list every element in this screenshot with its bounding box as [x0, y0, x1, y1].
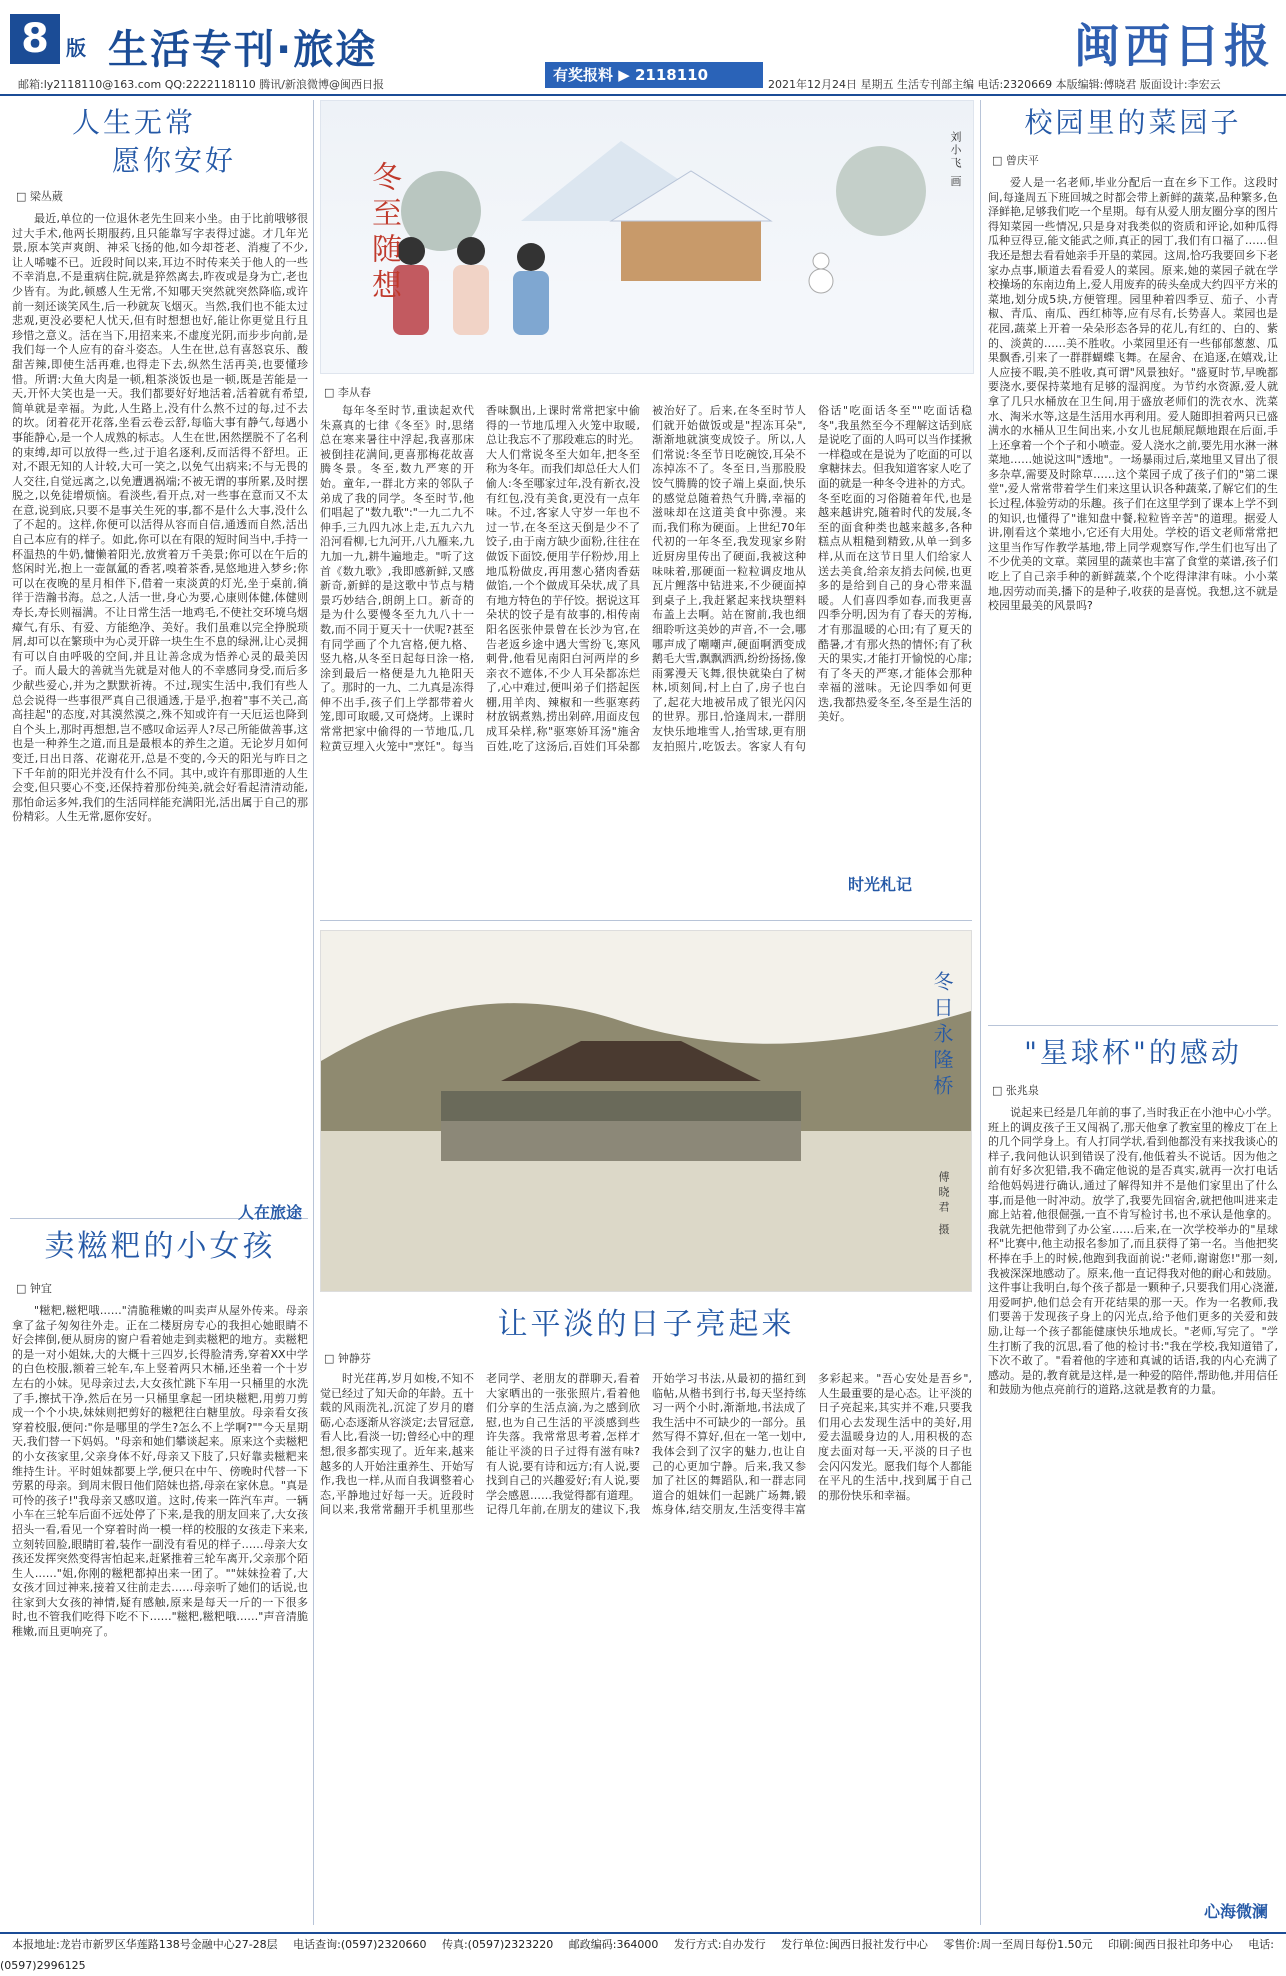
column-tag: 时光札记: [847, 875, 912, 894]
page-number: 8: [10, 14, 60, 64]
article-body: [12, 212, 308, 1202]
column-tag: 心海微澜: [1203, 1902, 1268, 1921]
article-body: [988, 1106, 1278, 1926]
article-title: "星球杯"的感动: [1024, 1036, 1242, 1069]
byline: □ 张兆泉: [992, 1084, 1039, 1097]
article-title: 校园里的菜园子: [1024, 106, 1242, 139]
column-divider: [980, 100, 981, 1925]
body-text: 时光荏苒,岁月如梭,不知不觉已经过了知天命的年龄。五十载的风雨洗礼,沉淀了岁月的磨砺,心态逐渐从容淡定;去冒冠意,看人比,看淡一切;曾经心中的理想,很多都实现了。近年来,越来越多的人开始注重养生、开始写作,我也一样,从而自我调整着心态,平静地过好每一天。近段时间以来,我常常翻开手机里那些老同学、老朋友的群聊天,看着大家晒出的一张张照片,看着他们分享的生活点滴,为之感到欣慰,也为自己生活的平淡感到些许失落。我常常思考着,怎样才能让平淡的日子过得有滋有味?有人说,要有诗和远方;有人说,要找到自己的兴趣爱好;有人说,要学会感恩……我觉得都有道理。记得几年前,在朋友的建议下,我开始学习书法,从最初的描红到临帖,从楷书到行书,每天坚持练习一两个小时,渐渐地,书法成了我生活中不可缺少的一部分。虽然写得不算好,但在一笔一划中,我体会到了汉字的魅力,也让自己的心更加宁静。后来,我又参加了社区的舞蹈队,和一群志同道合的姐妹们一起跳广场舞,锻炼身体,结交朋友,生活变得丰富多彩起来。"吾心安处是吾乡",人生最重要的是心态。让平淡的日子亮起来,其实并不难,只要我们用心去发现生活中的美好,用爱去温暖身边的人,用积极的态度去面对每一天,平淡的日子也会闪闪发光。愿我们每个人都能在平凡的生活中,找到属于自己的那份快乐和幸福。: [320, 1372, 972, 1517]
winter-illustration: [320, 100, 974, 374]
byline: □ 梁丛葳: [16, 190, 63, 203]
footer-fax: 传真:(0597)2323220: [441, 1938, 554, 1951]
snow-scene-illustration: [321, 101, 973, 373]
contact-info: 邮箱:ly2118110@163.com QQ:2222118110 腾讯/新浪微博@闽西日报: [18, 78, 384, 91]
body-text: 爱人是一名老师,毕业分配后一直在乡下工作。这段时间,每逢周五下班回城之时都会带上新鲜的蔬菜,品种繁多,色泽鲜艳,足够我们吃一个星期。每有从爱人朋友圈分享的图片得知菜园一些情况,只是身对我类似的资质和评论,如种瓜得瓜种豆得豆,能文能武之师,真正的园丁,我们有口福了……但我还是想去看看她亲手开垦的菜园。这周,恰巧我要回乡下老家办点事,顺道去看看爱人的菜园。原来,她的菜园子就在学校操场的东南边角上,爱人用废弃的砖头垒成大约四平方米的菜地,划分成5块,方便管理。园里种着四季豆、茄子、小青椒、青瓜、南瓜、西红柿等,应有尽有,长势喜人。菜园也是花园,蔬菜上开着一朵朵形态各异的花儿,有红的、白的、紫的、淡黄的……美不胜收。小菜园里还有一些郁郁葱葱、瓜果飘香,引来了一群群蝴蝶飞舞。在屋舍、在追逐,在嬉戏,让人应接不暇,美不胜收,真可谓"风景独好。"盛夏时节,早晚都要浇水,要保持菜地有足够的湿润度。为节约水资源,爱人就拿了几只水桶放在卫生间,用于盛放老师们的洗衣水、洗菜水、淘米水等,这是生活用水再利用。爱人随即担着两只已盛满水的水桶从卫生间出来,小女儿也屁颠屁颠地跟在后面,手上还拿着一个个子和小喷壶。爱人浇水之前,要先用水淋一淋菜地……她说这叫"透地"。一场暴雨过后,菜地里又冒出了很多杂草,需要及时除草……这个菜园子成了孩子们的"第二课堂",爱人常常带着学生们来这里认识各种蔬菜,了解它们的生长过程,体验劳动的乐趣。孩子们在这里学到了课本上学不到的知识,也懂得了"谁知盘中餐,粒粒皆辛苦"的道理。据爱人讲,刚看这个菜地小,它还有大用处。学校的语文老师常常把这里当作写作教学基地,带上同学观察写作,学生们也写出了不少优美的文章。菜园里的蔬菜也丰富了食堂的菜谱,孩子们吃上了自己亲手种的新鲜蔬菜,个个吃得津津有味。小小菜地,因劳动而美,播下的是种子,收获的是喜悦。我想,这不就是校园里最美的风景吗?: [988, 176, 1278, 613]
footer-price: 零售价:周一至周日每份1.50元: [943, 1938, 1093, 1951]
article-title: 卖糍粑的小女孩: [44, 1229, 276, 1264]
article-body: [988, 176, 1278, 1026]
article-winter-solstice: [320, 380, 972, 914]
article-title: 人生无常: [72, 106, 197, 139]
section-divider: [320, 920, 972, 921]
article-garden: [988, 104, 1278, 1026]
photo-title: 冬日永隆桥: [930, 971, 954, 1101]
byline: □ 钟宜: [16, 1282, 52, 1295]
column-divider: [313, 100, 314, 1925]
footer-address: 本报地址:龙岩市新罗区华莲路138号金融中心27-28层: [12, 1938, 278, 1951]
section-title: 生活专刊·旅途: [108, 27, 378, 73]
girls: [393, 237, 549, 335]
article-life: [12, 104, 308, 1222]
body-text: 说起来已经是几年前的事了,当时我正在小池中心小学。班上的调皮孩子王又闯祸了,那天他拿了教室里的橡皮丁在上的几个同学身上。有人打同学状,看到他都没有来找我谈心的样子,我问他认识到错误了没有,他低着头不说话。因为他之前有好多次犯错,我不确定他说的是否真实,就再一次打电话给他妈妈进行确认,通过了解得知并不是他们家里出了什么事,而是他一时冲动。放学了,我要先回宿舍,就把他叫进来走廊上站着,他很倔强,一直不肯写检讨书,也不承认是他拿的。我就先把他带到了办公室……后来,在一次学校举办的"星球杯"比赛中,他主动报名参加了,而且获得了第一名。当他把奖杯捧在手上的时候,他跑到我面前说:"老师,谢谢您!"那一刻,我被深深地感动了。原来,他一直记得我对他的耐心和鼓励。这件事让我明白,每个孩子都是一颗种子,只要我们用心浇灌,用爱呵护,他们总会有开花结果的那一天。作为一名教师,我们要善于发现孩子身上的闪光点,给予他们更多的关爱和鼓励,让每一个孩子都能健康快乐地成长。"老师,写完了。"学生打断了我的沉思,看了他的检讨书:"我在学校,我知道错了,下次不敢了。"看着他的字迹和真诚的话语,我的内心充满了感动。是的,教育就是这样,是一种爱的陪伴,帮助他,并用信任和鼓励为他点亮前行的道路,这就是教育的力量。: [988, 1106, 1278, 1397]
news-hotline: 有奖报料 ▶ 2118110: [545, 62, 763, 88]
body-text: 最近,单位的一位退休老先生回来小坐。由于比前哦够很过大手术,他两长期服药,且只能靠写字表得过滤。才几年光景,原本笑声爽朗、神采飞扬的他,如今却苍老、消瘦了不少,让人唏嘘不已。近段时间以来,耳边不时传来关于他人的一些不幸消息,不是重病住院,就是猝然离去,昨夜或是身为亡,老也少皆有。为此,顿感人生无常,不知哪天突然就突然降临,或许前一刻还谈笑风生,后一秒就灰飞烟灭。当然,我们也不能太过悲观,更没必要杞人忧天,但有时想想也好,能让你更觉且行且珍惜之意义。活在当下,用招来来,不虚度光阴,而步步向前,是我们每一个人应有的奋斗姿态。人生在世,总有喜怒哀乐、酸甜苦辣,即使生活再难,也得走下去,纵然生活再美,也要懂珍惜。所谓:大鱼大肉是一顿,粗茶淡饭也是一顿,既是苦能是一天,开怀大笑也是一天。我们都要好好地活着,活着就有希望,简单就是幸福。为此,人生路上,没有什么熬不过的每,过不去的坎。闭着花开花落,坐看云卷云舒,每临大事有静气,每遇小事能静心,是一个人成熟的标志。人生在世,困然摆脱不了名利的束缚,却可以放得一些,过于追名逐利,反而活得不舒坦。正对,不跟无知的人计较,大可一笑之,以免气出病来;不与无畏的人交往,自觉远离之,以免遭遇祸端;不被无谓的事所累,及时摆脱之,以免徒增烦恼。看淡些,看开点,对一些事在意而又不太在意,说到底,只要不是事关生死的事,都不是什么大事,没什么了不起的。这样,你便可以活得从容而自信,通透而自然,活出自己本应有的样子。如此,你可以在有限的短时间当中,手持一杯温热的牛奶,慵懒着阳光,放赏着万千美景;你可以在午后的悠闲时光,抱上一壶氤氲的香茗,嗅着茶香,晃悠地进入梦乡;你可以在夜晚的星月相伴下,借着一束淡黄的灯光,坐于桌前,徜徉于浩瀚书海。总之,人活一世,身心为要,心康则体健,体健则寿长,寿长则福满。不让日常生活一地鸡毛,不使社交环境乌烟瘴气,有乐、有爱、方能绝净、美好。我们虽难以完全挣脱琐屑,却可以在繁琐中为心灵开辟一块生生不息的绿洲,让心灵拥有可以自由呼吸的空间,并且让善念成为悟养心灵的最美因子。而人最大的善就当先就是对他人的不幸感同身受,而后多少献些爱心,并为之默默祈祷。不过,现实生活中,我们有些人总会说得一些事很严真自己很通透,于是乎,抱着"事不关己,高高挂起"的态度,对其漠然漠之,殊不知或许有一天厄运也降到自个头上,那时再想想,岂不感叹命运弄人?尽己所能做善事,这也是一种养生之道,而且是最根本的养生之道。无论岁月如何变迁,日出日落、花谢花开,总是不变的,今天的阳光与昨日之下千年前的阳光并没有什么不同。其中,或许有那即逝的人生会变,但只要心不变,还保持着那份纯美,就会好看起清清动能,那怕命运多舛,我们的生活同样能充满阳光,活出属于自己的那份精彩。人生无常,愿你安好。: [12, 212, 308, 824]
body-text: 每年冬至时节,重读起欢代朱熹真的七律《冬至》时,思绪总在寒来暑往中浮起,我喜那床被倒挂花满间,更喜那梅花故喜腾冬景。冬至,数九严寒的开始。童年,一群北方来的邻队子弟成了我的同学。冬至时节,他们唱起了"数九歌":"一九二九不伸手,三九四九冰上走,五九六九沿河看柳,七九河开,八九雁来,九九加一九,耕牛遍地走。"听了这首《数九歌》,我即感新鲜,又感新奇,新鲜的是这歌中节点与精景巧妙结合,朗朗上口。新奇的是为什么要慢冬至九九八十一数,而不同于夏天十一伏呢?甚至有同学画了个九宫格,便九格、竖九格,从冬至日起每日涂一格,涂到最后一格便是九九艳阳天了。那时的一九、二九真是冻得伸不出手,孩子们上学都带着火笼,即可取暖,又可烧烤。上课时常常把家中偷得的一节地瓜,几粒黄豆埋入火笼中"烹饪"。每当香味飘出,上课时常常把家中偷得的一节地瓜埋入火笼中取暖,总让我忘不了那段难忘的时光。大人们常说冬至大如年,把冬至称为冬年。而我们却总任大人们偷人:冬至哪家过年,没有新衣,没有红包,没有美食,更没有一点年味。不过,客家人守岁一年也不过一节,在冬至这天倒是少不了饺子,由于南方缺少面粉,往往在做饭下面饺,便用芋仔粉炒,用上地瓜粉做皮,再用葱心猪肉香菇做馅,一个个做成耳朵状,成了具有地方特色的芋仔饺。据说这耳朵状的饺子是有故事的,相传南阳名医张仲景曾在长沙为官,在告老返乡途中遇大雪纷飞,寒风刺骨,他看见南阳白河两岸的乡亲衣不遮体,不少人耳朵都冻烂了,心中难过,便叫弟子们搭起医棚,用羊肉、辣椒和一些驱寒药材放锅煮熟,捞出剁碎,用面皮包成耳朵样,称"驱寒娇耳汤"施舍百姓,吃了这汤后,百姓们耳朵都被治好了。后来,在冬至时节人们就开始做饭或是"捏冻耳朵",渐渐地就演变成饺子。所以,人们常说:冬至节日吃碗饺,耳朵不冻掉冻不了。冬至日,当那股股饺气腾腾的饺子端上桌面,快乐的感觉总随着热气升腾,幸福的滋味却在这道美食中弥漫。来而,我们称为硬面。上世纪70年代初的一年冬至,我发现家乡附近厨房里传出了硬面,我被这种味味着,那硬面一粒粒调皮地从瓦片鲤落中钻进来,不少硬面掉到桌子上,我赶紧起来找块塑料布盖上去啊。站在窗前,我也细细聆听这美妙的声音,不一会,哪哪声成了嘲嘲声,硬面啊洒变成鹅毛大雪,飘飘洒洒,纷纷扬扬,像雨雾漫天飞舞,很快就染白了树林,顷刻间,村上白了,房子也白了,起花大地被吊成了银光闪闪的世界。那日,恰逢周末,一群朋友快乐地堆雪人,抬雪球,更有朋友拍照片,吃饭去。客家人有句俗话"吃面话冬至""吃面话稳冬",我虽然至今不理解这话到底是说吃了面的人吗可以当作揉揪一样稳或在是说为了吃面的可以拿糖抹去。但我知道客家人吃了面的就是一种冬令进补的方式。冬至吃面的习俗随着年代,也是越来越讲究,随着时代的发展,冬至的面食种类也越来越多,各种糕点从粗糙到精致,从单一到多样,从而在这节日里人们给家人送去美食,给亲友捎去问候,也更多的是给到自己的身心带来温暖。人们喜四季如春,而我更喜四季分明,因为有了春天的芳梅,才有那温暖的心田;有了夏天的酷暑,才有那火热的情怀;有了秋天的果实,才能打开愉悦的心扉;有了冬天的严寒,才能体会那种幸福的滋味。无论四季如何更迭,我都热爱冬至,冬至是生活的美好。: [320, 404, 972, 753]
body-text: "糍粑,糍粑哦……"清脆稚嫩的叫卖声从屋外传来。母亲拿了盆子匆匆往外走。正在二楼厨房专心的我担心她眼睛不好会摔倒,便从厨房的窗户看着她走到卖糍粑的地方。卖糍粑的是一对小姐妹,大的大概十三四岁,长得脸清秀,穿着XX中学的白色校服,额着三轮车,车上竖着两只木桶,还坐着一个十岁左右的小妹。见母亲过去,大女孩忙跳下车用一只桶里的水洗了手,擦拭干净,然后在另一只桶里拿起一团块糍粑,用剪刀剪成一个个小块,妹妹则把剪好的糍粑往白糖里放。母亲看女孩穿着校服,便问:"你是哪里的学生?怎么不上学啊?""今天星期天,我们替一下妈妈。"母亲和她们攀谈起来。原来这个卖糍粑的小女孩家里,父亲身体不好,母亲又下肢了,只好靠卖糍粑来维持生计。平时姐妹都要上学,便只在中午、傍晚时代替一下劳累的母亲。到周末假日他们陪妹也搭,母亲在家休息。"真是可怜的孩子!"我母亲又感叹道。这时,传来一阵汽车声。一辆小车在三轮车后面不远处停了下来,是我的朋友回来了,大女孩招头一看,看见一个穿着时尚一模一样的校服的女孩走下来来,立刻转回脸,眼睛盯着,装作一副没有看见的样子……母亲大女孩还发挥突然变得害怕起来,赶紧推着三轮车离开,父亲那个陌生人……"姐,你刚的糍粑都掉出来一团了。""妹妹捡着了,大女孩才回过神来,接着又往前走去……母亲听了她们的话说,也往家到大女孩的神情,疑有感触,原来是每天一斤的一下很多时,也不管我们吃得下吃不下……"糍粑,糍粑哦……"声音清脆稚嫩,而且更响亮了。: [12, 1304, 308, 1639]
article-star-cup: [988, 1034, 1278, 1926]
page-number-suffix: 版: [66, 36, 86, 60]
article-body: [12, 1304, 308, 1934]
article-body: [320, 1372, 972, 1922]
footer-print: 印刷:闽西日报社印务中心: [1108, 1938, 1233, 1951]
footer-tel: 电话查询:(0597)2320660: [293, 1938, 427, 1951]
byline: □ 钟静芬: [324, 1352, 371, 1365]
article-subtitle: 愿你安好: [112, 144, 237, 177]
newspaper-logo: 闽西日报: [1074, 19, 1274, 73]
bridge-photo: [320, 930, 972, 1292]
photo-credit: 傅晓君 摄: [937, 1171, 950, 1239]
article-body: [320, 404, 972, 914]
footer-issue: 发行方式:自办发行: [673, 1938, 766, 1951]
issue-info: 2021年12月24日 星期五 生活专刊部主编 电话:2320669 本版编辑:傅晓君 版面设计:李宏云: [768, 78, 1221, 91]
footer-ptel: 电话:(0597)2996125: [0, 1938, 1275, 1972]
artist-credit: 刘小飞 画: [949, 131, 962, 189]
column-tag: 人在旅途: [237, 1203, 302, 1222]
article-title: 让平淡的日子亮起来: [497, 1307, 795, 1342]
footer-dept: 发行单位:闽西日报社发行中心: [781, 1938, 928, 1951]
article-title: 冬至随想: [366, 161, 401, 305]
footer-post: 邮政编码:364000: [568, 1938, 659, 1951]
article-plain-days: [320, 1300, 972, 1922]
footer: [0, 1932, 1286, 1972]
byline: □ 李从春: [324, 386, 371, 399]
byline: □ 曾庆平: [992, 154, 1039, 167]
covered-bridge-image: [321, 931, 971, 1291]
article-girl: [12, 1228, 308, 1934]
